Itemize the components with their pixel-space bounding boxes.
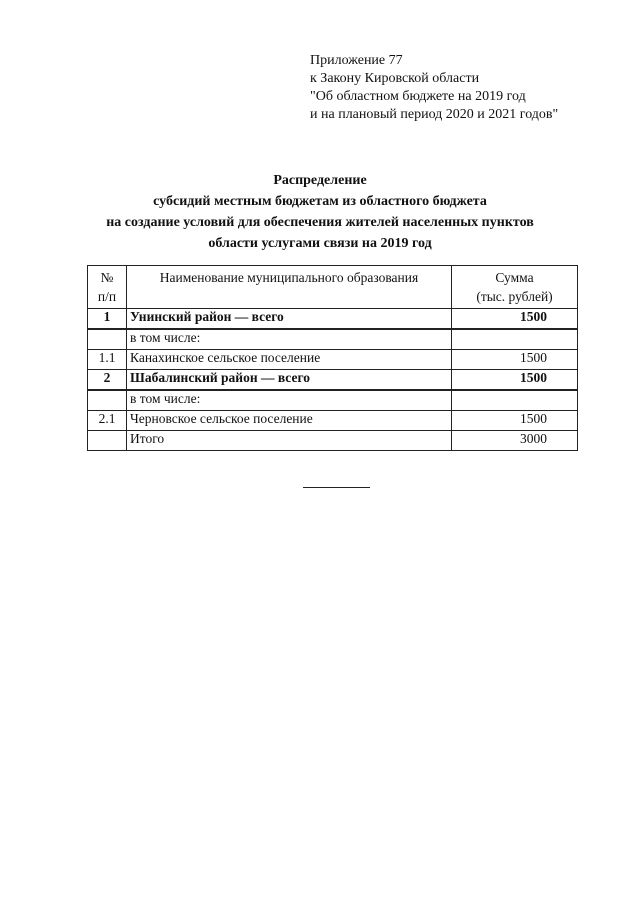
row-name: Унинский район — всего [127,309,452,330]
row-number: 1.1 [88,350,127,370]
table-row [88,431,578,451]
title-line: области услугами связи на 2019 год [208,236,432,251]
row-number: 2.1 [88,411,127,431]
appendix-line: "Об областном бюджете на 2019 год [310,89,526,104]
row-sum: 1500 [452,411,578,431]
table-row [88,309,578,330]
title-line: на создание условий для обеспечения жителей населенных пунктов [106,215,534,230]
row-number [88,431,127,451]
row-sum: 3000 [452,431,578,451]
appendix-line: Приложение 77 [310,53,403,68]
table-header-row [88,266,578,309]
row-name: Канахинское сельское поселение [127,350,452,370]
row-number [88,390,127,411]
row-name: Черновское сельское поселение [127,411,452,431]
table-row [88,329,578,350]
document-title [0,170,640,254]
row-name: в том числе: [127,390,452,411]
row-sum: 1500 [452,309,578,330]
row-name: Итого [127,431,452,451]
header-number [88,266,127,309]
header-number-line2: п/п [97,289,117,304]
row-number: 1 [88,309,127,330]
row-sum [452,329,578,350]
row-sum: 1500 [452,350,578,370]
title-line: субсидий местным бюджетам из областного бюджета [153,194,487,209]
appendix-line: к Закону Кировской области [310,71,480,86]
subsidy-table [87,265,578,451]
title-line: Распределение [273,173,367,188]
table-row [88,411,578,431]
appendix-line: и на плановый период 2020 и 2021 годов" [310,107,559,122]
row-sum [452,390,578,411]
header-sum [452,266,578,309]
header-number-line1: № [100,270,114,285]
header-name: Наименование муниципального образования [127,266,452,309]
row-sum: 1500 [452,370,578,391]
row-name: Шабалинский район — всего [127,370,452,391]
row-name: в том числе: [127,329,452,350]
header-sum-line2: (тыс. рублей) [476,289,553,304]
header-sum-line1: Сумма [495,270,534,285]
end-divider [303,487,370,488]
appendix-header [310,52,558,124]
row-number: 2 [88,370,127,391]
table-row [88,390,578,411]
table-row [88,370,578,391]
row-number [88,329,127,350]
table-row [88,350,578,370]
